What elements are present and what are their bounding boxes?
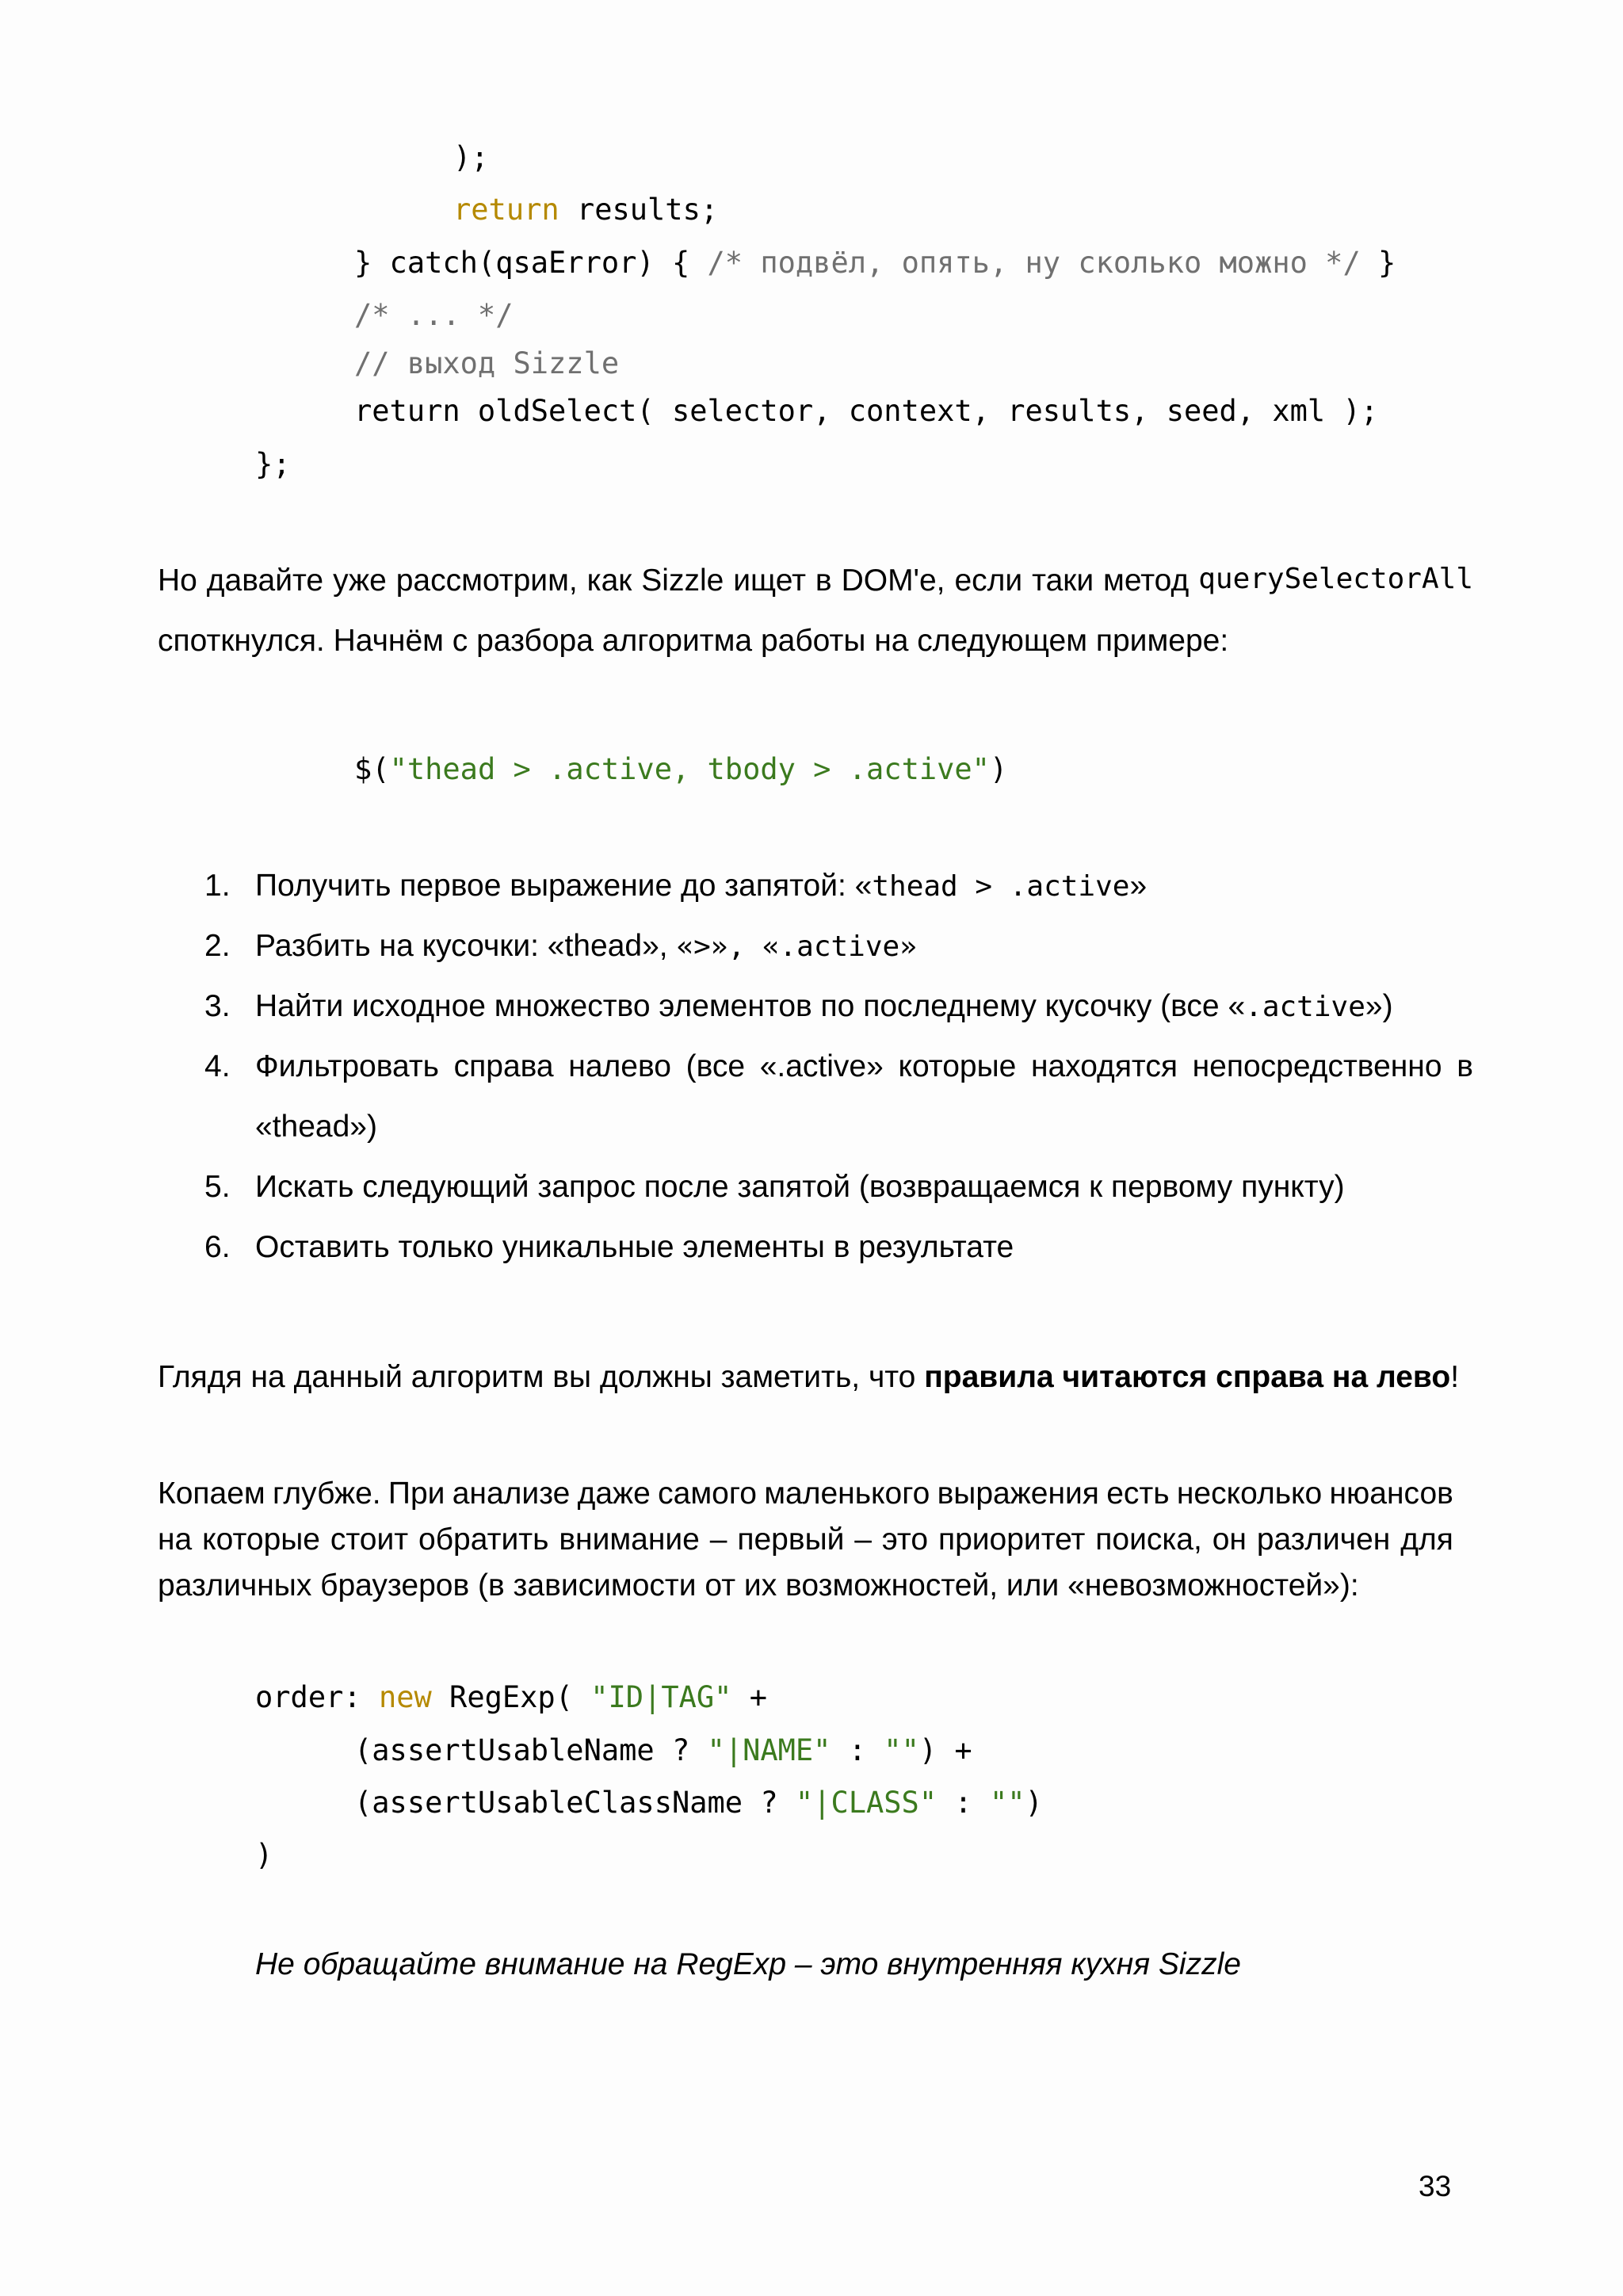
paragraph-line xyxy=(158,1362,1459,1392)
word: самого xyxy=(658,1477,757,1511)
list-item: Оставить только уникальные элементы в результате xyxy=(255,1230,1014,1264)
list-item xyxy=(255,991,1393,1022)
list-number: 3. xyxy=(204,989,231,1023)
word: выражения xyxy=(937,1477,1099,1511)
word: справа xyxy=(453,1049,554,1083)
word: Копаем xyxy=(158,1477,265,1511)
code-string: "" xyxy=(884,1733,919,1767)
list-item xyxy=(255,930,917,961)
paragraph-line xyxy=(158,1524,1453,1555)
word: если xyxy=(954,563,1023,598)
word: «.active» xyxy=(759,1049,884,1083)
list-number: 6. xyxy=(204,1230,231,1264)
word: рассмотрим, xyxy=(395,563,578,598)
word: на xyxy=(158,1522,193,1557)
word: в xyxy=(815,563,832,598)
code-text: (assertUsableClassName ? xyxy=(354,1786,796,1820)
word: внимание xyxy=(559,1522,700,1557)
paragraph-line xyxy=(158,1478,1453,1509)
word: поиска, xyxy=(1095,1522,1202,1557)
word: обратить xyxy=(418,1522,549,1557)
list-item: Искать следующий запрос после запятой (возвращаемся к первому пункту) xyxy=(255,1170,1345,1204)
code-text: + xyxy=(731,1680,768,1714)
code-line: return oldSelect( selector, context, results, seed, xml ); xyxy=(354,394,1379,428)
paragraph-line xyxy=(158,565,1473,596)
code-text: ) + xyxy=(918,1733,972,1767)
word: которые xyxy=(202,1522,320,1557)
word: это xyxy=(881,1522,929,1557)
page-number: 33 xyxy=(1419,2170,1452,2202)
word: Но xyxy=(158,563,197,598)
code-text: order: xyxy=(255,1680,379,1714)
code-line: }; xyxy=(255,447,291,481)
paragraph-text: Глядя на данный алгоритм вы должны заметить, что xyxy=(158,1360,925,1394)
code-string: "" xyxy=(989,1786,1025,1820)
list-item-text: ») xyxy=(1365,989,1393,1023)
word: таки xyxy=(1032,563,1094,598)
code-string: "|NAME" xyxy=(707,1733,831,1767)
code-text: : xyxy=(937,1786,990,1820)
word: Фильтровать xyxy=(255,1049,440,1083)
word: даже xyxy=(577,1477,651,1511)
code-text: : xyxy=(831,1733,884,1767)
paragraph-line: споткнулся. Начнём с разбора алгоритма работы на следующем примере: xyxy=(158,624,1229,658)
list-item-continuation: «thead») xyxy=(255,1110,377,1144)
word: в xyxy=(1457,1049,1473,1083)
code-line: ); xyxy=(453,140,489,174)
code-line xyxy=(453,193,719,227)
code-text: (assertUsableName ? xyxy=(354,1733,708,1767)
list-number: 1. xyxy=(204,869,231,903)
code-line xyxy=(354,1733,972,1767)
list-item xyxy=(255,870,1147,901)
list-number: 4. xyxy=(204,1049,231,1083)
code-comment: // выход Sizzle xyxy=(354,346,620,380)
word: приоритет xyxy=(938,1522,1086,1557)
word: налево xyxy=(568,1049,671,1083)
word: он xyxy=(1212,1522,1247,1557)
list-item-text: Найти исходное множество элементов по последнему кусочку (все « xyxy=(255,989,1246,1023)
code-text: $( xyxy=(354,752,390,786)
paragraph-text: ! xyxy=(1450,1360,1460,1394)
word: Sizzle xyxy=(641,563,724,598)
code-string: "|CLASS" xyxy=(795,1786,938,1820)
word: непосредственно xyxy=(1192,1049,1442,1083)
code-string: "ID|TAG" xyxy=(590,1680,732,1714)
code-line xyxy=(354,246,1396,280)
italic-note: Не обращайте внимание на RegExp – это внутренняя кухня Sizzle xyxy=(255,1947,1241,1981)
word: уже xyxy=(333,563,387,598)
word: (все xyxy=(685,1049,746,1083)
code-keyword: return xyxy=(453,193,559,227)
code-text: ) xyxy=(989,752,1008,786)
code-text: results; xyxy=(559,193,719,227)
word: анализе xyxy=(452,1477,571,1511)
list-item-text: Разбить на кусочки: «thead», xyxy=(255,929,677,963)
code-line xyxy=(354,1786,1043,1820)
word: – xyxy=(854,1522,872,1557)
list-number: 5. xyxy=(204,1170,231,1204)
code-text: } catch(qsaError) { xyxy=(354,246,708,280)
list-item-code: .active xyxy=(1245,991,1365,1023)
word: стоит xyxy=(330,1522,409,1557)
list-item-code: «>», «.active» xyxy=(676,930,917,963)
word: первый xyxy=(737,1522,845,1557)
code-text: RegExp( xyxy=(431,1680,591,1714)
list-item xyxy=(255,1051,1473,1082)
word: как xyxy=(586,563,632,598)
list-number: 2. xyxy=(204,929,231,963)
code-example xyxy=(354,752,1008,786)
word: маленького xyxy=(764,1477,930,1511)
code-line xyxy=(255,1680,768,1714)
list-item-code: thead > .active xyxy=(872,870,1130,903)
word: DOM'e, xyxy=(841,563,945,598)
code-text: ) xyxy=(1025,1786,1043,1820)
word: нюансов xyxy=(1329,1477,1453,1511)
word: есть xyxy=(1106,1477,1170,1511)
code-keyword: new xyxy=(378,1680,432,1714)
word: которые xyxy=(898,1049,1017,1083)
code-comment: /* ... */ xyxy=(354,298,514,332)
word: – xyxy=(709,1522,727,1557)
word: различен xyxy=(1256,1522,1391,1557)
code-text: } xyxy=(1360,246,1396,280)
word: глубже. xyxy=(273,1477,381,1511)
word: При xyxy=(388,1477,445,1511)
list-item-text: Получить первое выражение до запятой: « xyxy=(255,869,873,903)
word: метод xyxy=(1103,563,1190,598)
paragraph-bold: правила читаются справа на лево xyxy=(924,1360,1451,1394)
code-string: "thead > .active, tbody > .active" xyxy=(389,752,990,786)
code-comment: /* подвёл, опять, ну сколько можно */ xyxy=(707,246,1361,280)
inline-code: querySelectorAll xyxy=(1198,563,1473,595)
word: ищет xyxy=(733,563,806,598)
paragraph-line: различных браузеров (в зависимости от их возможностей, или «невозможностей»): xyxy=(158,1568,1359,1603)
word: давайте xyxy=(206,563,324,598)
word: для xyxy=(1400,1522,1453,1557)
word: находятся xyxy=(1030,1049,1178,1083)
word: несколько xyxy=(1176,1477,1323,1511)
code-line: ) xyxy=(255,1838,273,1872)
list-item-text: » xyxy=(1129,869,1148,903)
